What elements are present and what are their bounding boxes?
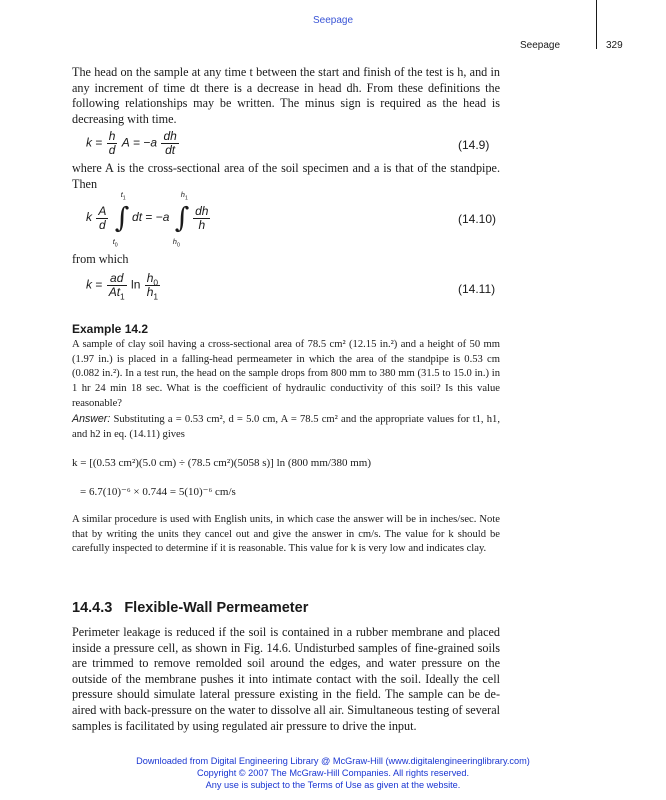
calculation-line-2: = 6.7(10)⁻⁶ × 0.744 = 5(10)⁻⁶ cm/s [80,486,236,498]
header-rule [596,0,597,49]
equation-number: (14.11) [458,282,496,296]
where-paragraph: where A is the cross-sectional area of the soil specimen and a is that of the standpipe. Then [72,161,500,191]
answer-label: Answer: [72,413,111,425]
intro-paragraph: The head on the sample at any time t between the start and finish of the test is h, and in any increment of time dt there is a decrease in head dh. From these definitions the following relationships may be written. The minus sign is required as the head is decreasing with time. [72,65,500,126]
from-which-text: from which [72,252,129,266]
example-answer [72,412,500,442]
running-head-title: Seepage [520,40,561,51]
page-number: 329 [606,40,623,51]
footer-copyright: Copyright © 2007 The McGraw-Hill Companies. All rights reserved. [196,768,470,778]
calculation-line-1: k = [(0.53 cm²)(5.0 cm) ÷ (78.5 cm²)(5058 s)] ln (800 mm/380 mm) [72,457,371,469]
example-note: A similar procedure is used with English units, in which case the answer will be in inches/sec. Note that by writing the units they cancel out and give the answer in cm/s. The value for k should be carefully inspected to determine if it is reasonable. This value for k is very low and indicates clay. [72,514,500,555]
top-nav-link[interactable]: Seepage [312,15,354,26]
section-title: Flexible-Wall Permeameter [124,600,309,616]
equation-number: (14.9) [458,138,490,152]
section-heading [72,600,308,616]
equation-14-9: k = $\frac{h}{d}$ A = −a $\frac{dh}{dt}$ [86,129,177,157]
example-problem: A sample of clay soil having a cross-sectional area of 78.5 cm² (12.15 in.²) and a height of 50 mm (1.97 in.) is placed in a falling-head permeameter in which the area of the standpipe is 0.53 cm (0.082 in.²). In a test run, the head on the sample drops from 800 mm to 380 mm (31.5 to 15.0 in.) in 1 hr 24 min 18 sec. What is the coefficient of hydraulic conductivity of this soil? Is this value reasonable? [72,339,500,409]
equation-14-11: k = $\frac{ad}{At_1}$ ln $\frac{h_0}{h_1}$ [86,271,159,302]
footer-download-link[interactable]: Downloaded from Digital Engineering Library @ McGraw-Hill (www.digitalengineeringlibrary.com) [136,756,530,766]
section-paragraph: Perimeter leakage is reduced if the soil is contained in a rubber membrane and placed inside a pressure cell, as shown in Fig. 14.6. Undisturbed samples of fine-grained soils are trimmed to remove remolded soil around the edges, and water pressure on the outside of the membrane pushes it into intimate contact with the soil. Ideally the cell pressure should simulate lateral pressure existing in the field. The sample can be de-aired with back-pressure on the water to dissolve all air. Simultaneous testing of several samples is facilitated by using regulated air pressure to drive the input. [72,625,500,733]
answer-text: Substituting a = 0.53 cm², d = 5.0 cm, A = 78.5 cm² and the appropriate values for t1, h1, and h2 in eq. (14.11) gives [72,414,500,440]
equation-14-10: k $\frac{A}{d}$ ∫ $t_1$ $t_0$ dt = −a ∫ $h_1$ $h_0$ $\frac{dh}{h}$ [86,190,209,249]
section-number: 14.4.3 [72,600,113,616]
equation-number: (14.10) [458,212,497,226]
footer-terms[interactable]: Any use is subject to the Terms of Use as given at the website. [205,780,461,790]
example-title: Example 14.2 [72,322,149,336]
